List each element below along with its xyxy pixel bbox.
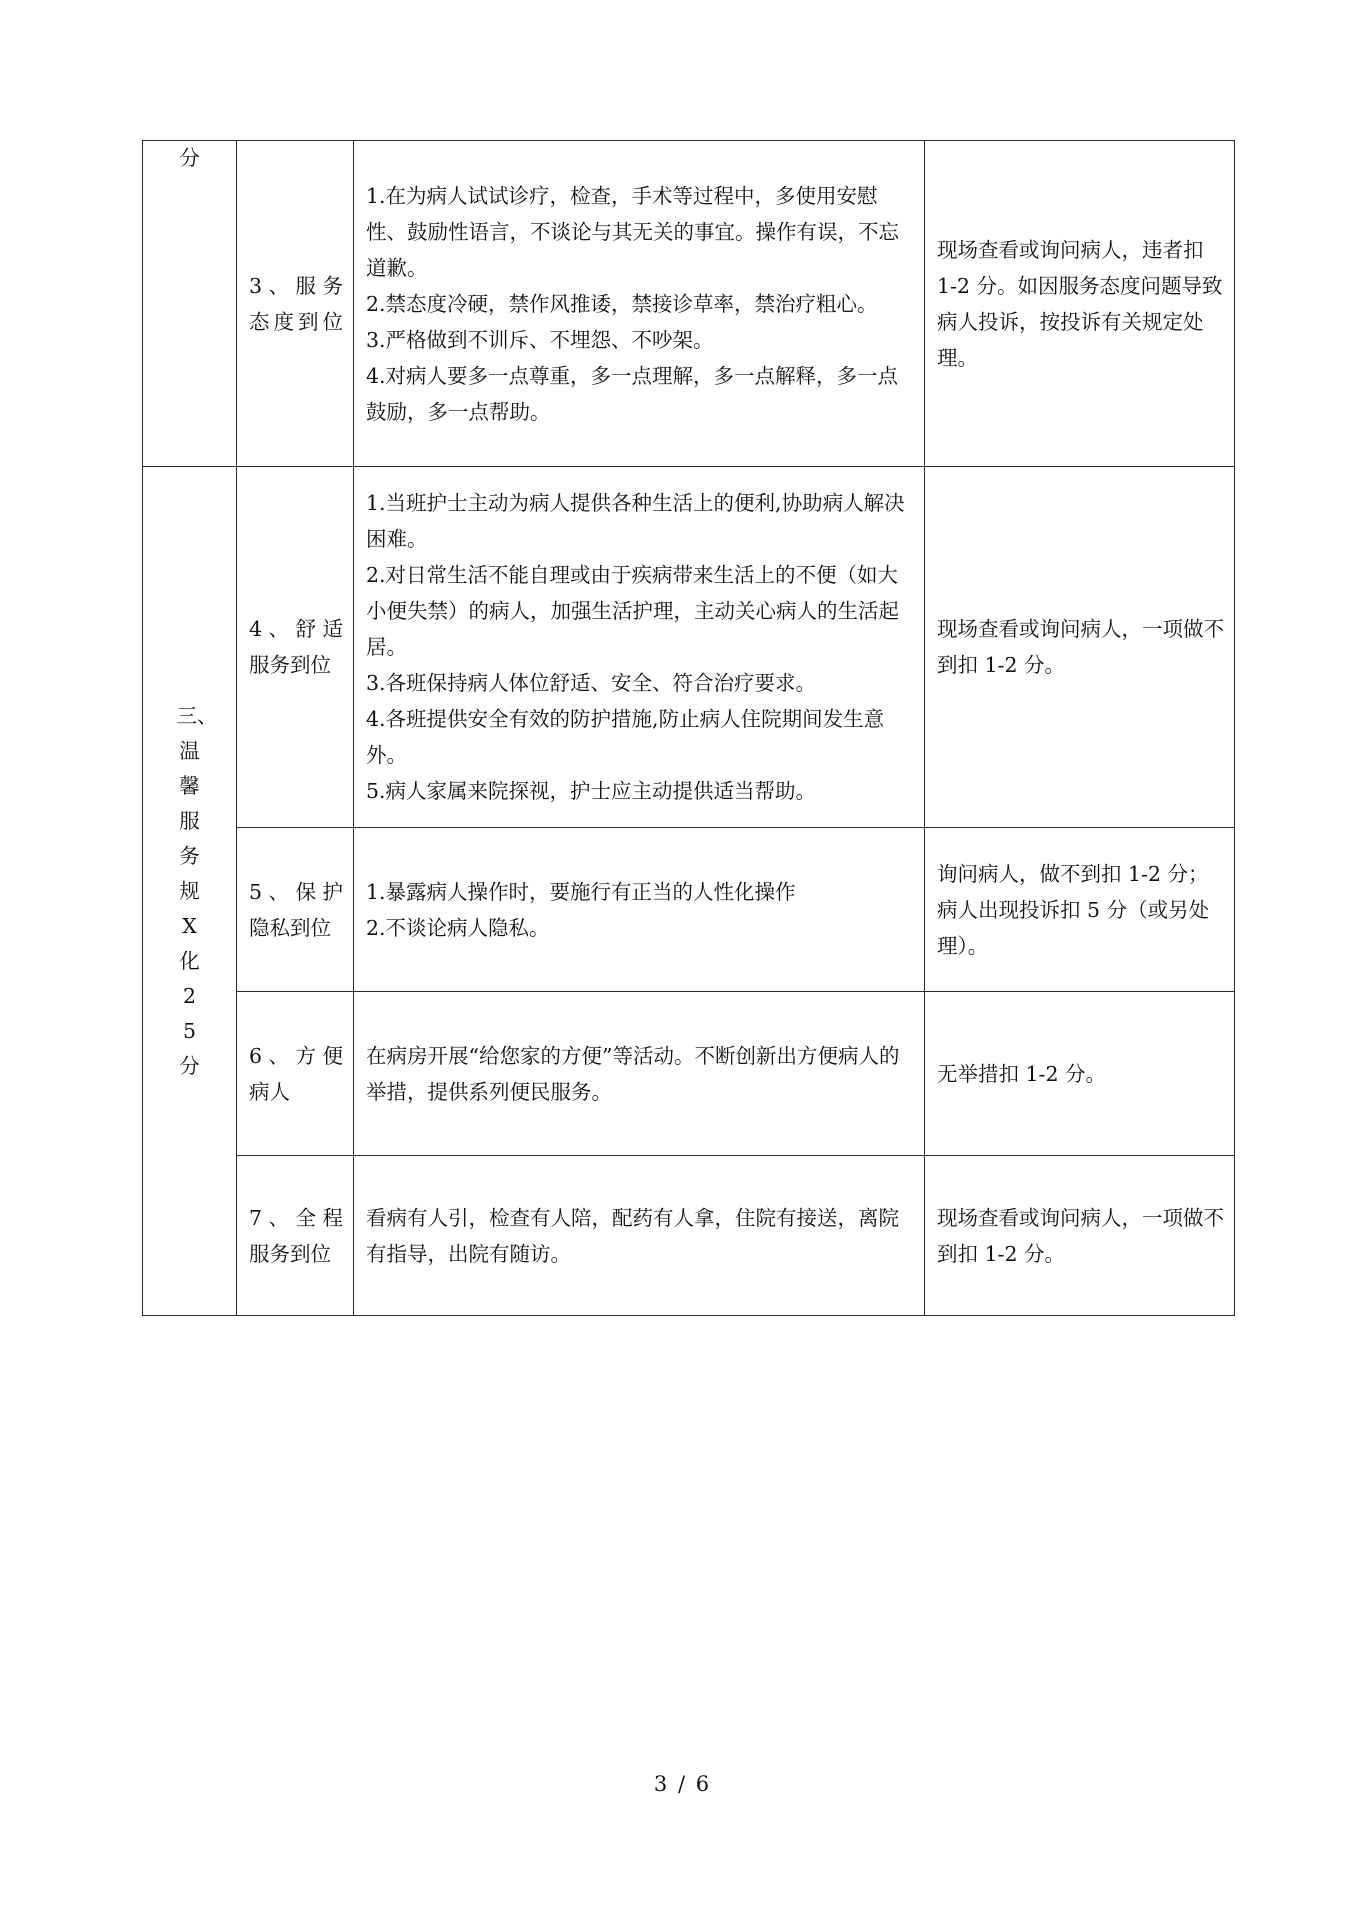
item-label: 5、保护隐私到位 bbox=[249, 879, 343, 940]
item-cell bbox=[237, 1156, 354, 1316]
requirement-line: 看病有人引，检查有人陪，配药有人拿，住院有接送，离院有指导，出院有随访。 bbox=[366, 1205, 899, 1266]
requirements-cell bbox=[354, 141, 925, 467]
requirement-line: 3.各班保持病人体位舒适、安全、符合治疗要求。 bbox=[366, 671, 817, 695]
requirement-line: 4.对病人要多一点尊重，多一点理解，多一点解释，多一点鼓励，多一点帮助。 bbox=[366, 363, 899, 424]
table-row bbox=[143, 1156, 1235, 1316]
rules-table bbox=[142, 140, 1235, 1316]
item-label: 4、舒适服务到位 bbox=[249, 617, 343, 677]
requirement-line: 1.在为病人试试诊疗，检查，手术等过程中，多使用安慰性、鼓励性语言，不谈论与其无关的事宜。操作有误，不忘道歉。 bbox=[366, 183, 899, 280]
category-cell bbox=[143, 141, 237, 467]
category-label: 三、温馨服务规X化25分 bbox=[176, 703, 218, 1078]
item-cell bbox=[237, 141, 354, 467]
table-row bbox=[143, 141, 1235, 467]
requirements-cell bbox=[354, 992, 925, 1156]
check-method-cell bbox=[925, 141, 1235, 467]
requirement-line: 在病房开展“给您家的方便”等活动。不断创新出方便病人的举措，提供系列便民服务。 bbox=[366, 1043, 900, 1104]
requirement-line: 3.严格做到不训斥、不埋怨、不吵架。 bbox=[366, 327, 714, 352]
requirements-cell bbox=[354, 467, 925, 828]
item-cell bbox=[237, 992, 354, 1156]
item-label: 3、服务态度到位 bbox=[249, 273, 343, 334]
check-method-cell bbox=[925, 467, 1235, 828]
item-cell bbox=[237, 467, 354, 828]
requirement-line: 5.病人家属来院探视，护士应主动提供适当帮助。 bbox=[366, 779, 817, 803]
requirement-line: 2.对日常生活不能自理或由于疾病带来生活上的不便（如大小便失禁）的病人，加强生活护理，主动关心病人的生活起居。 bbox=[366, 563, 899, 659]
check-method-cell bbox=[925, 1156, 1235, 1316]
requirement-line: 2.不谈论病人隐私。 bbox=[366, 915, 550, 940]
item-cell bbox=[237, 828, 354, 992]
requirements-cell bbox=[354, 1156, 925, 1316]
requirement-line: 1.暴露病人操作时，要施行有正当的人性化操作 bbox=[366, 879, 796, 904]
check-method-text: 无举措扣 1-2 分。 bbox=[937, 1061, 1107, 1086]
check-method-text: 现场查看或询问病人，一项做不到扣 1-2 分。 bbox=[937, 1205, 1224, 1266]
category-label: 分 bbox=[179, 146, 200, 170]
requirement-line: 1.当班护士主动为病人提供各种生活上的便利,协助病人解决困难。 bbox=[366, 491, 905, 551]
table-row bbox=[143, 992, 1235, 1156]
requirements-cell bbox=[354, 828, 925, 992]
table-row bbox=[143, 467, 1235, 828]
check-method-cell bbox=[925, 992, 1235, 1156]
check-method-text: 询问病人，做不到扣 1-2 分；病人出现投诉扣 5 分（或另处理）。 bbox=[937, 861, 1210, 958]
category-cell bbox=[143, 467, 237, 1316]
check-method-cell bbox=[925, 828, 1235, 992]
check-method-text: 现场查看或询问病人，一项做不到扣 1-2 分。 bbox=[937, 617, 1224, 677]
requirement-line: 2.禁态度冷硬，禁作风推诿，禁接诊草率，禁治疗粗心。 bbox=[366, 291, 878, 316]
item-label: 7、全程服务到位 bbox=[249, 1205, 343, 1266]
page-number: 3 / 6 bbox=[653, 1772, 712, 1796]
table-row bbox=[143, 828, 1235, 992]
check-method-text: 现场查看或询问病人，违者扣 1-2 分。如因服务态度问题导致病人投诉，按投诉有关规定处理。 bbox=[937, 237, 1223, 370]
requirement-line: 4.各班提供安全有效的防护措施,防止病人住院期间发生意外。 bbox=[366, 707, 885, 767]
item-label: 6、方便病人 bbox=[249, 1043, 343, 1104]
